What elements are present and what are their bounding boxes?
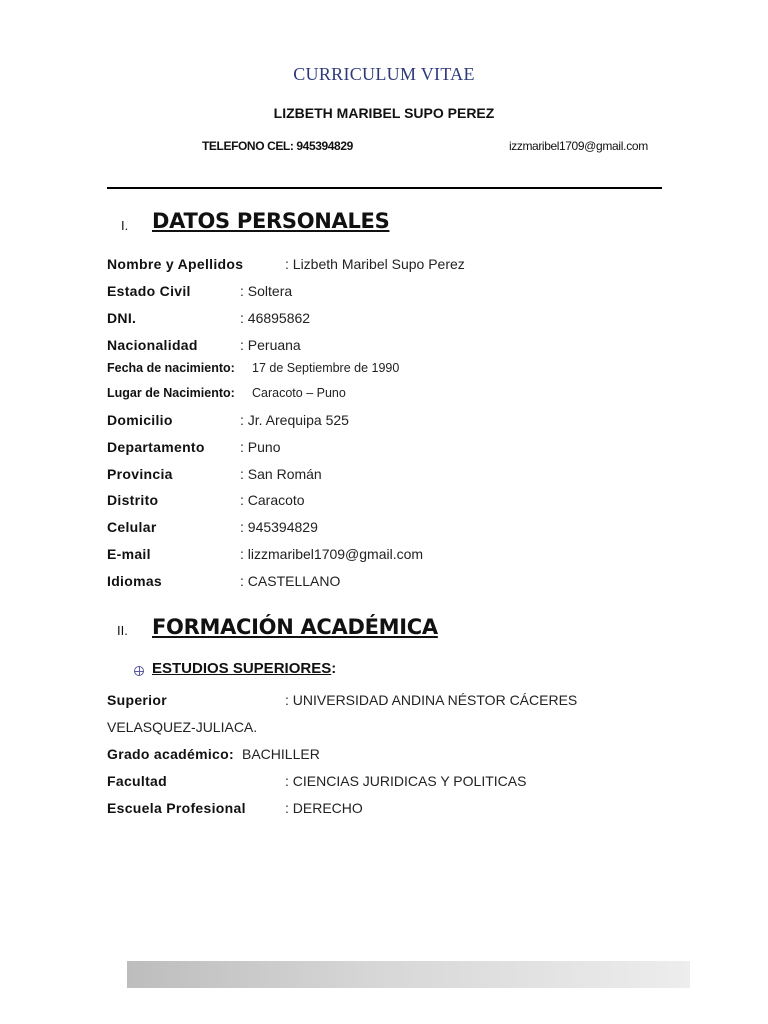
field-label: Provincia	[107, 466, 173, 482]
field-value: : CIENCIAS JURIDICAS Y POLITICAS	[285, 773, 527, 789]
field-label: Grado académico:	[107, 746, 234, 762]
email-domain: @gmail.com	[584, 139, 648, 153]
field-label: Escuela Profesional	[107, 800, 246, 816]
footer-gradient-bar	[127, 961, 690, 988]
header-divider	[107, 187, 662, 189]
section-number: I.	[121, 218, 129, 233]
field-label: Fecha de nacimiento:	[107, 361, 235, 375]
section-number: II.	[117, 623, 128, 638]
field-value: : Jr. Arequipa 525	[240, 412, 349, 428]
field-value: : lizzmaribel1709@gmail.com	[240, 546, 424, 562]
field-label: Domicilio	[107, 412, 173, 428]
field-label: DNI.	[107, 310, 137, 326]
field-value: : CASTELLANO	[240, 573, 341, 589]
phone-contact	[202, 139, 353, 153]
field-label: Celular	[107, 519, 157, 535]
subsection-heading	[152, 660, 336, 677]
crosshair-bullet-icon	[134, 666, 144, 676]
field-label: Lugar de Nacimiento:	[107, 386, 235, 400]
field-label: Facultad	[107, 773, 167, 789]
field-value: : Peruana	[240, 337, 301, 353]
field-value: : Puno	[240, 439, 281, 455]
subsection-colon: :	[331, 660, 337, 677]
field-label: Idiomas	[107, 573, 163, 589]
field-value: : San Román	[240, 466, 322, 482]
field-value: : 945394829	[240, 519, 318, 535]
person-name: LIZBETH MARIBEL SUPO PEREZ	[273, 105, 495, 121]
field-value: : Caracoto	[240, 492, 305, 508]
field-value: : DERECHO	[285, 800, 363, 816]
section-title: FORMACIÓN ACADÉMICA	[152, 615, 438, 639]
field-value: : Soltera	[240, 283, 293, 299]
field-label: E-mail	[107, 546, 151, 562]
field-label: Superior	[107, 692, 167, 708]
field-label: Departamento	[107, 439, 205, 455]
field-value: VELASQUEZ-JULIACA.	[107, 719, 258, 735]
email-contact	[509, 139, 648, 153]
document-title: CURRICULUM VITAE	[293, 64, 475, 84]
subsection-title: ESTUDIOS SUPERIORES	[152, 660, 332, 677]
field-label: Nacionalidad	[107, 337, 198, 353]
field-value: BACHILLER	[242, 746, 320, 762]
field-value: 17 de Septiembre de 1990	[252, 361, 400, 375]
field-value: Caracoto – Puno	[252, 386, 346, 400]
field-value: : Lizbeth Maribel Supo Perez	[285, 256, 465, 272]
field-value: : UNIVERSIDAD ANDINA NÉSTOR CÁCERES	[285, 692, 578, 708]
phone-label: TELEFONO CEL: 945394829	[202, 139, 353, 153]
field-label: Nombre y Apellidos	[107, 256, 244, 272]
field-label: Estado Civil	[107, 283, 191, 299]
field-value: : 46895862	[240, 310, 311, 326]
email-user: izzmaribel1709	[509, 139, 585, 153]
field-label: Distrito	[107, 492, 159, 508]
section-title: DATOS PERSONALES	[152, 209, 390, 233]
